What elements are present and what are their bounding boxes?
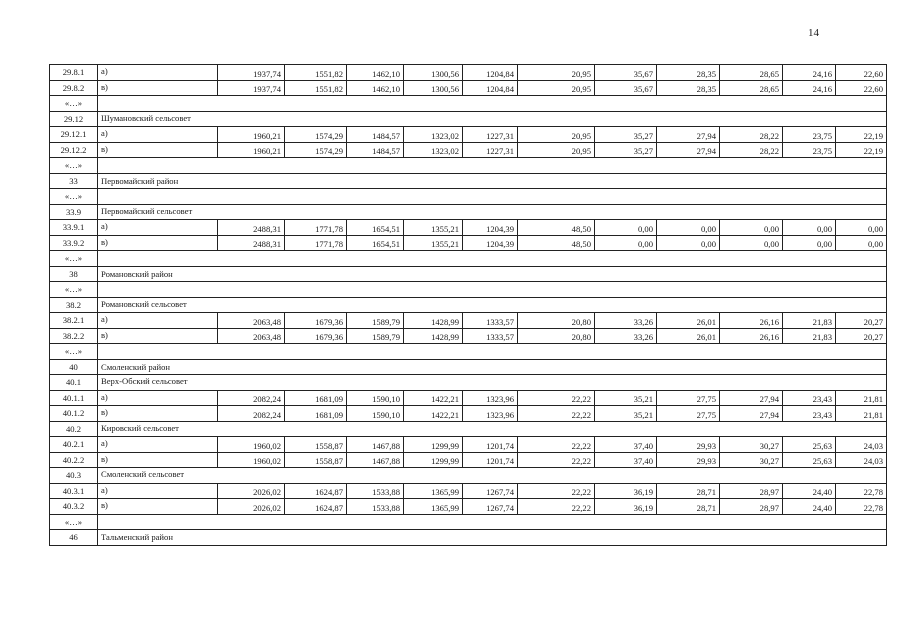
table-row (50, 158, 887, 174)
value-cell: 1467,88 (347, 452, 404, 468)
value-cell: 22,22 (518, 499, 595, 515)
table-row (50, 220, 887, 236)
value-cell: 2488,31 (218, 220, 285, 236)
value-cell: 2063,48 (218, 328, 285, 344)
value-cell: 2488,31 (218, 235, 285, 251)
value-cell: 26,16 (720, 328, 783, 344)
value-cell: 1558,87 (285, 437, 347, 453)
value-cell: 35,67 (595, 80, 657, 96)
value-cell: 24,16 (783, 65, 836, 81)
table-row (50, 406, 887, 422)
value-cell: 1960,21 (218, 127, 285, 143)
row-code: 29.8.1 (50, 65, 98, 81)
row-subitem: в) (98, 499, 218, 515)
value-cell: 27,94 (720, 406, 783, 422)
table-row (50, 266, 887, 282)
value-cell: 27,94 (720, 390, 783, 406)
value-cell: 1204,39 (463, 220, 518, 236)
row-code: «…» (50, 158, 98, 174)
section-title: Романовский сельсовет (98, 297, 887, 313)
value-cell: 1937,74 (218, 80, 285, 96)
value-cell: 23,43 (783, 406, 836, 422)
value-cell: 1300,56 (404, 80, 463, 96)
value-cell: 25,63 (783, 452, 836, 468)
value-cell: 33,26 (595, 328, 657, 344)
value-cell: 1333,57 (463, 313, 518, 329)
value-cell: 1654,51 (347, 220, 404, 236)
value-cell: 2082,24 (218, 390, 285, 406)
section-title: Кировский сельсовет (98, 421, 887, 437)
value-cell: 1355,21 (404, 235, 463, 251)
row-code: 38.2.1 (50, 313, 98, 329)
row-subitem: а) (98, 220, 218, 236)
value-cell: 0,00 (783, 235, 836, 251)
row-code: 40.3.1 (50, 483, 98, 499)
row-subitem: в) (98, 80, 218, 96)
value-cell: 21,83 (783, 313, 836, 329)
value-cell: 20,80 (518, 328, 595, 344)
value-cell: 20,95 (518, 127, 595, 143)
value-cell: 35,27 (595, 142, 657, 158)
value-cell: 2063,48 (218, 313, 285, 329)
value-cell: 1679,36 (285, 328, 347, 344)
row-subitem: а) (98, 313, 218, 329)
value-cell: 1462,10 (347, 80, 404, 96)
value-cell: 26,01 (657, 328, 720, 344)
value-cell: 22,22 (518, 483, 595, 499)
row-code: 33.9 (50, 204, 98, 220)
value-cell: 1323,02 (404, 127, 463, 143)
table-row (50, 96, 887, 112)
row-code: 38.2.2 (50, 328, 98, 344)
district-title (98, 344, 887, 360)
value-cell: 30,27 (720, 437, 783, 453)
value-cell: 22,60 (836, 80, 887, 96)
value-cell: 0,00 (783, 220, 836, 236)
value-cell: 0,00 (657, 235, 720, 251)
row-subitem: в) (98, 406, 218, 422)
table-row (50, 251, 887, 267)
district-title (98, 282, 887, 298)
row-code: 40.3 (50, 468, 98, 484)
value-cell: 35,27 (595, 127, 657, 143)
value-cell: 22,22 (518, 390, 595, 406)
value-cell: 1654,51 (347, 235, 404, 251)
section-title: Смоленский сельсовет (98, 468, 887, 484)
table-row (50, 468, 887, 484)
row-subitem: в) (98, 142, 218, 158)
row-code: «…» (50, 344, 98, 360)
table-row (50, 328, 887, 344)
value-cell: 28,97 (720, 499, 783, 515)
value-cell: 20,95 (518, 142, 595, 158)
tariff-table (49, 64, 887, 546)
value-cell: 28,35 (657, 65, 720, 81)
value-cell: 22,22 (518, 437, 595, 453)
district-title: Романовский район (98, 266, 887, 282)
table-row (50, 173, 887, 189)
row-code: 29.12.1 (50, 127, 98, 143)
value-cell: 1267,74 (463, 499, 518, 515)
row-subitem: а) (98, 390, 218, 406)
value-cell: 24,16 (783, 80, 836, 96)
district-title: Первомайский район (98, 173, 887, 189)
value-cell: 1551,82 (285, 80, 347, 96)
value-cell: 1574,29 (285, 127, 347, 143)
row-code: 40.1.1 (50, 390, 98, 406)
value-cell: 1590,10 (347, 406, 404, 422)
value-cell: 1771,78 (285, 235, 347, 251)
value-cell: 0,00 (836, 235, 887, 251)
value-cell: 48,50 (518, 220, 595, 236)
value-cell: 27,94 (657, 142, 720, 158)
value-cell: 1589,79 (347, 328, 404, 344)
value-cell: 1624,87 (285, 483, 347, 499)
value-cell: 28,65 (720, 80, 783, 96)
section-title: Первомайский сельсовет (98, 204, 887, 220)
row-code: 29.12 (50, 111, 98, 127)
table-row (50, 390, 887, 406)
row-subitem: а) (98, 437, 218, 453)
row-code: 33 (50, 173, 98, 189)
value-cell: 21,81 (836, 390, 887, 406)
value-cell: 1333,57 (463, 328, 518, 344)
value-cell: 1960,21 (218, 142, 285, 158)
table-row (50, 483, 887, 499)
value-cell: 1533,88 (347, 483, 404, 499)
table-row (50, 111, 887, 127)
value-cell: 1201,74 (463, 437, 518, 453)
value-cell: 20,95 (518, 80, 595, 96)
value-cell: 1590,10 (347, 390, 404, 406)
district-title: Смоленский район (98, 359, 887, 375)
row-subitem: в) (98, 452, 218, 468)
table-row (50, 235, 887, 251)
value-cell: 1589,79 (347, 313, 404, 329)
value-cell: 1267,74 (463, 483, 518, 499)
table-row (50, 127, 887, 143)
value-cell: 1484,57 (347, 142, 404, 158)
value-cell: 24,40 (783, 483, 836, 499)
table-row (50, 282, 887, 298)
value-cell: 1323,02 (404, 142, 463, 158)
section-title: Верх-Обский сельсовет (98, 375, 887, 391)
value-cell: 1428,99 (404, 328, 463, 344)
value-cell: 1771,78 (285, 220, 347, 236)
row-code: 33.9.1 (50, 220, 98, 236)
value-cell: 30,27 (720, 452, 783, 468)
value-cell: 27,75 (657, 390, 720, 406)
value-cell: 1323,96 (463, 390, 518, 406)
row-subitem: а) (98, 483, 218, 499)
value-cell: 26,01 (657, 313, 720, 329)
district-title (98, 158, 887, 174)
value-cell: 23,75 (783, 142, 836, 158)
value-cell: 1551,82 (285, 65, 347, 81)
table-row (50, 514, 887, 530)
row-code: 38 (50, 266, 98, 282)
value-cell: 1201,74 (463, 452, 518, 468)
district-title (98, 189, 887, 205)
row-code: 40 (50, 359, 98, 375)
value-cell: 29,93 (657, 452, 720, 468)
value-cell: 2026,02 (218, 483, 285, 499)
value-cell: 1299,99 (404, 437, 463, 453)
value-cell: 21,81 (836, 406, 887, 422)
row-code: «…» (50, 282, 98, 298)
value-cell: 22,19 (836, 142, 887, 158)
value-cell: 28,97 (720, 483, 783, 499)
value-cell: 33,26 (595, 313, 657, 329)
value-cell: 1300,56 (404, 65, 463, 81)
table-row (50, 313, 887, 329)
value-cell: 0,00 (595, 220, 657, 236)
value-cell: 1422,21 (404, 390, 463, 406)
value-cell: 23,43 (783, 390, 836, 406)
value-cell: 37,40 (595, 437, 657, 453)
value-cell: 37,40 (595, 452, 657, 468)
value-cell: 22,78 (836, 499, 887, 515)
value-cell: 0,00 (657, 220, 720, 236)
value-cell: 1204,39 (463, 235, 518, 251)
value-cell: 1624,87 (285, 499, 347, 515)
row-code: «…» (50, 189, 98, 205)
value-cell: 28,22 (720, 142, 783, 158)
table-row (50, 452, 887, 468)
row-code: «…» (50, 514, 98, 530)
value-cell: 0,00 (720, 235, 783, 251)
table-row (50, 189, 887, 205)
value-cell: 1428,99 (404, 313, 463, 329)
value-cell: 1937,74 (218, 65, 285, 81)
value-cell: 24,03 (836, 437, 887, 453)
table-row (50, 204, 887, 220)
row-code: «…» (50, 96, 98, 112)
row-code: 40.2.1 (50, 437, 98, 453)
value-cell: 29,93 (657, 437, 720, 453)
value-cell: 1960,02 (218, 452, 285, 468)
table-row (50, 375, 887, 391)
value-cell: 1365,99 (404, 499, 463, 515)
table-row (50, 499, 887, 515)
value-cell: 1227,31 (463, 142, 518, 158)
table-row (50, 142, 887, 158)
value-cell: 25,63 (783, 437, 836, 453)
value-cell: 1681,09 (285, 406, 347, 422)
value-cell: 20,80 (518, 313, 595, 329)
district-title (98, 251, 887, 267)
row-code: 40.2 (50, 421, 98, 437)
table-row (50, 530, 887, 546)
row-code: 29.8.2 (50, 80, 98, 96)
value-cell: 35,21 (595, 406, 657, 422)
value-cell: 0,00 (836, 220, 887, 236)
value-cell: 36,19 (595, 499, 657, 515)
page-number: 14 (808, 27, 819, 39)
value-cell: 20,95 (518, 65, 595, 81)
value-cell: 1574,29 (285, 142, 347, 158)
value-cell: 1365,99 (404, 483, 463, 499)
value-cell: 22,19 (836, 127, 887, 143)
table-row (50, 297, 887, 313)
table-row (50, 344, 887, 360)
table-row (50, 421, 887, 437)
row-code: 40.1 (50, 375, 98, 391)
row-code: 40.3.2 (50, 499, 98, 515)
value-cell: 21,83 (783, 328, 836, 344)
value-cell: 1355,21 (404, 220, 463, 236)
table-row (50, 80, 887, 96)
value-cell: 23,75 (783, 127, 836, 143)
value-cell: 2026,02 (218, 499, 285, 515)
value-cell: 35,21 (595, 390, 657, 406)
value-cell: 22,22 (518, 406, 595, 422)
value-cell: 1679,36 (285, 313, 347, 329)
value-cell: 2082,24 (218, 406, 285, 422)
table-row (50, 437, 887, 453)
value-cell: 28,22 (720, 127, 783, 143)
row-subitem: в) (98, 328, 218, 344)
table-row (50, 359, 887, 375)
value-cell: 1227,31 (463, 127, 518, 143)
value-cell: 28,71 (657, 499, 720, 515)
value-cell: 1204,84 (463, 65, 518, 81)
value-cell: 28,35 (657, 80, 720, 96)
district-title (98, 514, 887, 530)
value-cell: 1422,21 (404, 406, 463, 422)
row-code: 38.2 (50, 297, 98, 313)
value-cell: 35,67 (595, 65, 657, 81)
row-code: 33.9.2 (50, 235, 98, 251)
value-cell: 1960,02 (218, 437, 285, 453)
value-cell: 27,75 (657, 406, 720, 422)
value-cell: 22,22 (518, 452, 595, 468)
table-body (50, 65, 887, 546)
value-cell: 24,40 (783, 499, 836, 515)
value-cell: 26,16 (720, 313, 783, 329)
value-cell: 1533,88 (347, 499, 404, 515)
row-subitem: а) (98, 65, 218, 81)
value-cell: 28,71 (657, 483, 720, 499)
table-row (50, 65, 887, 81)
district-title: Тальменский район (98, 530, 887, 546)
value-cell: 1204,84 (463, 80, 518, 96)
row-code: 29.12.2 (50, 142, 98, 158)
value-cell: 1467,88 (347, 437, 404, 453)
row-code: 40.2.2 (50, 452, 98, 468)
value-cell: 1558,87 (285, 452, 347, 468)
value-cell: 1299,99 (404, 452, 463, 468)
value-cell: 1462,10 (347, 65, 404, 81)
row-subitem: а) (98, 127, 218, 143)
row-code: 46 (50, 530, 98, 546)
value-cell: 48,50 (518, 235, 595, 251)
value-cell: 27,94 (657, 127, 720, 143)
value-cell: 24,03 (836, 452, 887, 468)
value-cell: 22,78 (836, 483, 887, 499)
value-cell: 1323,96 (463, 406, 518, 422)
row-code: 40.1.2 (50, 406, 98, 422)
value-cell: 1484,57 (347, 127, 404, 143)
value-cell: 20,27 (836, 313, 887, 329)
district-title (98, 96, 887, 112)
value-cell: 1681,09 (285, 390, 347, 406)
row-code: «…» (50, 251, 98, 267)
value-cell: 22,60 (836, 65, 887, 81)
value-cell: 28,65 (720, 65, 783, 81)
section-title: Шумановский сельсовет (98, 111, 887, 127)
value-cell: 0,00 (720, 220, 783, 236)
row-subitem: в) (98, 235, 218, 251)
value-cell: 20,27 (836, 328, 887, 344)
value-cell: 36,19 (595, 483, 657, 499)
value-cell: 0,00 (595, 235, 657, 251)
